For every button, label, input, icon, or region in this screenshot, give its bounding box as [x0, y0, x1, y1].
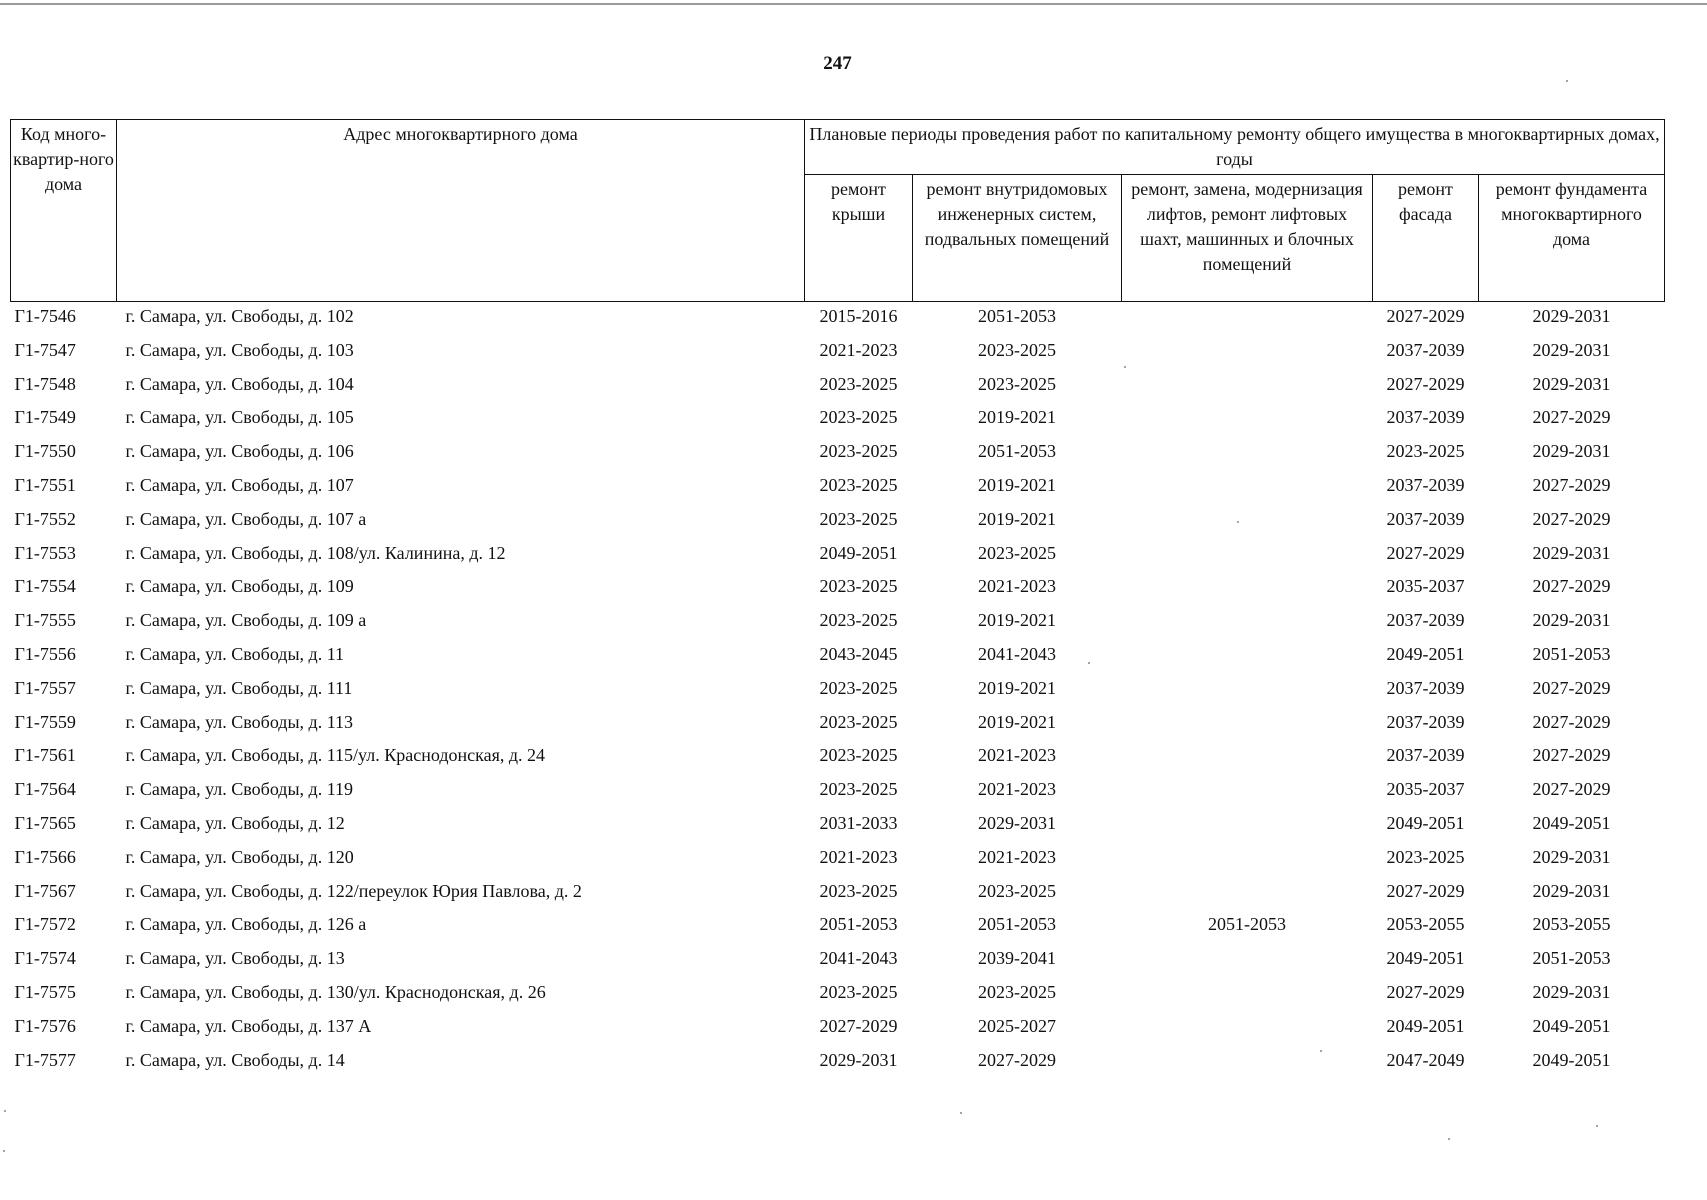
- header-address: Адрес многоквартирного дома: [117, 120, 805, 302]
- cell-foundation: 2029-2031: [1532, 542, 1611, 563]
- table-row: [11, 812, 1665, 846]
- cell-facade: 2027-2029: [1386, 542, 1465, 563]
- scan-speck: [1088, 662, 1090, 664]
- cell-roof: 2049-2051: [819, 542, 898, 563]
- table-row: [11, 406, 1665, 440]
- cell-roof: 2023-2025: [819, 677, 898, 698]
- cell-facade: 2027-2029: [1386, 981, 1465, 1002]
- cell-code: Г1-7576: [14, 1015, 76, 1036]
- cell-engineering: 2021-2023: [978, 576, 1056, 597]
- cell-code: Г1-7575: [14, 981, 76, 1002]
- scan-speck: [1237, 521, 1239, 523]
- scan-speck: [3, 1150, 5, 1152]
- cell-elevators: [1122, 711, 1373, 745]
- cell-engineering: 2023-2025: [978, 373, 1056, 394]
- cell-roof: 2023-2025: [819, 981, 898, 1002]
- cell-elevators: [1122, 677, 1373, 711]
- table-row: [11, 643, 1665, 677]
- scan-speck: [4, 1110, 6, 1112]
- cell-elevators: [1122, 643, 1373, 677]
- cell-foundation: 2051-2053: [1532, 948, 1611, 969]
- cell-elevators: [1122, 575, 1373, 609]
- cell-foundation: 2027-2029: [1532, 508, 1611, 529]
- table-row: [11, 609, 1665, 643]
- cell-roof: 2023-2025: [819, 474, 898, 495]
- cell-foundation: 2053-2055: [1532, 914, 1611, 935]
- cell-elevators: [1122, 880, 1373, 914]
- cell-engineering: 2025-2027: [978, 1015, 1056, 1036]
- table-row: [11, 373, 1665, 407]
- cell-address: г. Самара, ул. Свободы, д. 126 а: [125, 914, 367, 935]
- cell-roof: 2023-2025: [819, 745, 898, 766]
- cell-facade: 2027-2029: [1386, 880, 1465, 901]
- header-engineering: ремонт внутридомовых инженерных систем, подвальных помещений: [913, 175, 1122, 302]
- cell-code: Г1-7559: [14, 711, 76, 732]
- cell-foundation: 2029-2031: [1532, 846, 1611, 867]
- cell-facade: 2049-2051: [1386, 1015, 1465, 1036]
- cell-address: г. Самара, ул. Свободы, д. 122/переулок Юрия Павлова, д. 2: [125, 880, 582, 901]
- cell-engineering: 2041-2043: [978, 643, 1056, 664]
- table-row: [11, 711, 1665, 745]
- cell-engineering: 2051-2053: [978, 441, 1056, 462]
- cell-foundation: 2027-2029: [1532, 576, 1611, 597]
- cell-facade: 2037-2039: [1386, 474, 1465, 495]
- cell-foundation: 2029-2031: [1532, 880, 1611, 901]
- scan-speck: [1124, 366, 1126, 368]
- header-periods-group: Плановые периоды проведения работ по капитальному ремонту общего имущества в многоквартирных домах, годы: [805, 120, 1665, 175]
- cell-facade: 2049-2051: [1386, 643, 1465, 664]
- cell-engineering: 2019-2021: [978, 610, 1056, 631]
- cell-roof: 2029-2031: [819, 1049, 898, 1070]
- cell-elevators: [1122, 1015, 1373, 1049]
- cell-elevators: [1122, 474, 1373, 508]
- cell-foundation: 2029-2031: [1532, 373, 1611, 394]
- cell-elevators: [1122, 302, 1373, 339]
- capital-repair-table: [10, 119, 1665, 1082]
- cell-code: Г1-7556: [14, 643, 76, 664]
- cell-foundation: 2029-2031: [1532, 339, 1611, 360]
- cell-roof: 2043-2045: [819, 643, 898, 664]
- cell-elevators: [1122, 440, 1373, 474]
- cell-roof: 2023-2025: [819, 610, 898, 631]
- cell-code: Г1-7577: [14, 1049, 76, 1070]
- table-row: [11, 778, 1665, 812]
- page-number: 247: [823, 53, 852, 74]
- cell-facade: 2037-2039: [1386, 711, 1465, 732]
- table-row: [11, 1015, 1665, 1049]
- table-row: [11, 880, 1665, 914]
- scan-speck: [1320, 1050, 1322, 1052]
- cell-facade: 2049-2051: [1386, 812, 1465, 833]
- cell-engineering: 2051-2053: [978, 914, 1056, 935]
- cell-address: г. Самара, ул. Свободы, д. 115/ул. Краснодонская, д. 24: [125, 745, 546, 766]
- cell-code: Г1-7564: [14, 779, 76, 800]
- cell-elevators: [1122, 339, 1373, 373]
- table-row: [11, 913, 1665, 947]
- cell-code: Г1-7553: [14, 542, 76, 563]
- table-header: [11, 120, 1665, 302]
- capital-repair-plan-sheet: [10, 119, 1664, 1082]
- table-row: [11, 339, 1665, 373]
- cell-engineering: 2023-2025: [978, 880, 1056, 901]
- cell-code: Г1-7567: [14, 880, 76, 901]
- table-row: [11, 508, 1665, 542]
- header-facade: ремонт фасада: [1373, 175, 1479, 302]
- table-row: [11, 575, 1665, 609]
- cell-address: г. Самара, ул. Свободы, д. 107: [125, 474, 354, 495]
- cell-engineering: 2023-2025: [978, 339, 1056, 360]
- cell-code: Г1-7552: [14, 508, 76, 529]
- cell-code: Г1-7555: [14, 610, 76, 631]
- cell-foundation: 2027-2029: [1532, 745, 1611, 766]
- cell-roof: 2031-2033: [819, 812, 898, 833]
- table-row: [11, 981, 1665, 1015]
- cell-code: Г1-7550: [14, 441, 76, 462]
- cell-address: г. Самара, ул. Свободы, д. 108/ул. Калинина, д. 12: [125, 542, 506, 563]
- scan-speck: [960, 1112, 962, 1114]
- cell-code: Г1-7557: [14, 677, 76, 698]
- cell-foundation: 2049-2051: [1532, 812, 1611, 833]
- cell-facade: 2037-2039: [1386, 508, 1465, 529]
- cell-elevators: [1122, 812, 1373, 846]
- cell-roof: 2023-2025: [819, 711, 898, 732]
- cell-facade: 2047-2049: [1386, 1049, 1465, 1070]
- cell-engineering: 2019-2021: [978, 474, 1056, 495]
- table-row: [11, 947, 1665, 981]
- cell-engineering: 2021-2023: [978, 779, 1056, 800]
- cell-roof: 2021-2023: [819, 339, 898, 360]
- cell-elevators: [1122, 373, 1373, 407]
- cell-facade: 2037-2039: [1386, 407, 1465, 428]
- cell-roof: 2041-2043: [819, 948, 898, 969]
- cell-foundation: 2029-2031: [1532, 441, 1611, 462]
- cell-roof: 2023-2025: [819, 576, 898, 597]
- cell-address: г. Самара, ул. Свободы, д. 109: [125, 576, 354, 597]
- cell-facade: 2023-2025: [1386, 846, 1465, 867]
- cell-code: Г1-7554: [14, 576, 76, 597]
- cell-facade: 2037-2039: [1386, 339, 1465, 360]
- cell-engineering: 2023-2025: [978, 981, 1056, 1002]
- cell-facade: 2035-2037: [1386, 576, 1465, 597]
- cell-foundation: 2027-2029: [1532, 677, 1611, 698]
- cell-address: г. Самара, ул. Свободы, д. 13: [125, 948, 345, 969]
- cell-address: г. Самара, ул. Свободы, д. 137 А: [125, 1015, 372, 1036]
- cell-address: г. Самара, ул. Свободы, д. 102: [125, 306, 354, 326]
- cell-engineering: 2021-2023: [978, 846, 1056, 867]
- cell-code: Г1-7561: [14, 745, 76, 766]
- cell-engineering: 2019-2021: [978, 508, 1056, 529]
- cell-roof: 2023-2025: [819, 373, 898, 394]
- table-row: [11, 1049, 1665, 1083]
- cell-facade: 2027-2029: [1386, 306, 1465, 326]
- cell-code: Г1-7551: [14, 474, 76, 495]
- cell-foundation: 2051-2053: [1532, 643, 1611, 664]
- cell-elevators: [1122, 947, 1373, 981]
- top-scan-rule: [0, 3, 1707, 5]
- cell-code: Г1-7565: [14, 812, 76, 833]
- cell-engineering: 2019-2021: [978, 711, 1056, 732]
- cell-code: Г1-7572: [14, 914, 76, 935]
- table-row: [11, 440, 1665, 474]
- cell-roof: 2023-2025: [819, 880, 898, 901]
- cell-facade: 2035-2037: [1386, 779, 1465, 800]
- cell-foundation: 2029-2031: [1532, 981, 1611, 1002]
- cell-address: г. Самара, ул. Свободы, д. 107 а: [125, 508, 367, 529]
- cell-engineering: 2023-2025: [978, 542, 1056, 563]
- cell-elevators: [1122, 406, 1373, 440]
- table-row: [11, 474, 1665, 508]
- scan-speck: [1596, 1125, 1598, 1127]
- header-foundation: ремонт фундамента многоквартирного дома: [1479, 175, 1665, 302]
- cell-address: г. Самара, ул. Свободы, д. 130/ул. Краснодонская, д. 26: [125, 981, 546, 1002]
- cell-roof: 2015-2016: [819, 306, 898, 326]
- cell-address: г. Самара, ул. Свободы, д. 14: [125, 1049, 345, 1070]
- cell-facade: 2037-2039: [1386, 745, 1465, 766]
- cell-engineering: 2019-2021: [978, 407, 1056, 428]
- cell-address: г. Самара, ул. Свободы, д. 106: [125, 441, 354, 462]
- cell-address: г. Самара, ул. Свободы, д. 103: [125, 339, 354, 360]
- cell-foundation: 2027-2029: [1532, 474, 1611, 495]
- cell-foundation: 2027-2029: [1532, 711, 1611, 732]
- cell-engineering: 2039-2041: [978, 948, 1056, 969]
- cell-elevators: [1122, 744, 1373, 778]
- cell-address: г. Самара, ул. Свободы, д. 111: [125, 677, 353, 698]
- cell-foundation: 2029-2031: [1532, 306, 1611, 326]
- cell-elevators: 2051-2053: [1208, 914, 1286, 935]
- cell-foundation: 2027-2029: [1532, 407, 1611, 428]
- cell-code: Г1-7574: [14, 948, 76, 969]
- header-roof: ремонт крыши: [805, 175, 913, 302]
- header-elevators: ремонт, замена, модернизация лифтов, ремонт лифтовых шахт, машинных и блочных помещений: [1122, 175, 1373, 302]
- cell-address: г. Самара, ул. Свободы, д. 11: [125, 643, 345, 664]
- cell-foundation: 2027-2029: [1532, 779, 1611, 800]
- header-code: Код много-квартир-ного дома: [11, 120, 117, 302]
- cell-foundation: 2029-2031: [1532, 610, 1611, 631]
- table-row: [11, 744, 1665, 778]
- scan-speck: [1448, 1138, 1450, 1140]
- cell-code: Г1-7549: [14, 407, 76, 428]
- table-row: [11, 542, 1665, 576]
- cell-address: г. Самара, ул. Свободы, д. 12: [125, 812, 345, 833]
- table-body: [11, 302, 1665, 1083]
- cell-engineering: 2051-2053: [978, 306, 1056, 326]
- cell-code: Г1-7546: [14, 306, 76, 326]
- cell-address: г. Самара, ул. Свободы, д. 109 а: [125, 610, 367, 631]
- cell-facade: 2023-2025: [1386, 441, 1465, 462]
- cell-address: г. Самара, ул. Свободы, д. 119: [125, 779, 354, 800]
- cell-engineering: 2029-2031: [978, 812, 1056, 833]
- cell-code: Г1-7548: [14, 373, 76, 394]
- cell-roof: 2023-2025: [819, 779, 898, 800]
- cell-engineering: 2021-2023: [978, 745, 1056, 766]
- cell-roof: 2023-2025: [819, 441, 898, 462]
- cell-elevators: [1122, 778, 1373, 812]
- cell-facade: 2027-2029: [1386, 373, 1465, 394]
- cell-facade: 2037-2039: [1386, 677, 1465, 698]
- cell-address: г. Самара, ул. Свободы, д. 113: [125, 711, 354, 732]
- cell-roof: 2027-2029: [819, 1015, 898, 1036]
- cell-facade: 2037-2039: [1386, 610, 1465, 631]
- cell-address: г. Самара, ул. Свободы, д. 105: [125, 407, 354, 428]
- cell-roof: 2021-2023: [819, 846, 898, 867]
- cell-elevators: [1122, 542, 1373, 576]
- cell-roof: 2023-2025: [819, 508, 898, 529]
- cell-address: г. Самара, ул. Свободы, д. 104: [125, 373, 354, 394]
- cell-facade: 2049-2051: [1386, 948, 1465, 969]
- table-row: [11, 677, 1665, 711]
- cell-elevators: [1122, 981, 1373, 1015]
- cell-elevators: [1122, 846, 1373, 880]
- cell-roof: 2023-2025: [819, 407, 898, 428]
- cell-foundation: 2049-2051: [1532, 1049, 1611, 1070]
- cell-foundation: 2049-2051: [1532, 1015, 1611, 1036]
- cell-elevators: [1122, 609, 1373, 643]
- cell-address: г. Самара, ул. Свободы, д. 120: [125, 846, 354, 867]
- cell-engineering: 2027-2029: [978, 1049, 1056, 1070]
- cell-facade: 2053-2055: [1386, 914, 1465, 935]
- cell-elevators: [1122, 508, 1373, 542]
- table-row: [11, 302, 1665, 339]
- cell-elevators: [1122, 1049, 1373, 1083]
- cell-code: Г1-7547: [14, 339, 76, 360]
- cell-roof: 2051-2053: [819, 914, 898, 935]
- scan-speck: [1566, 80, 1568, 82]
- table-row: [11, 846, 1665, 880]
- cell-engineering: 2019-2021: [978, 677, 1056, 698]
- cell-code: Г1-7566: [14, 846, 76, 867]
